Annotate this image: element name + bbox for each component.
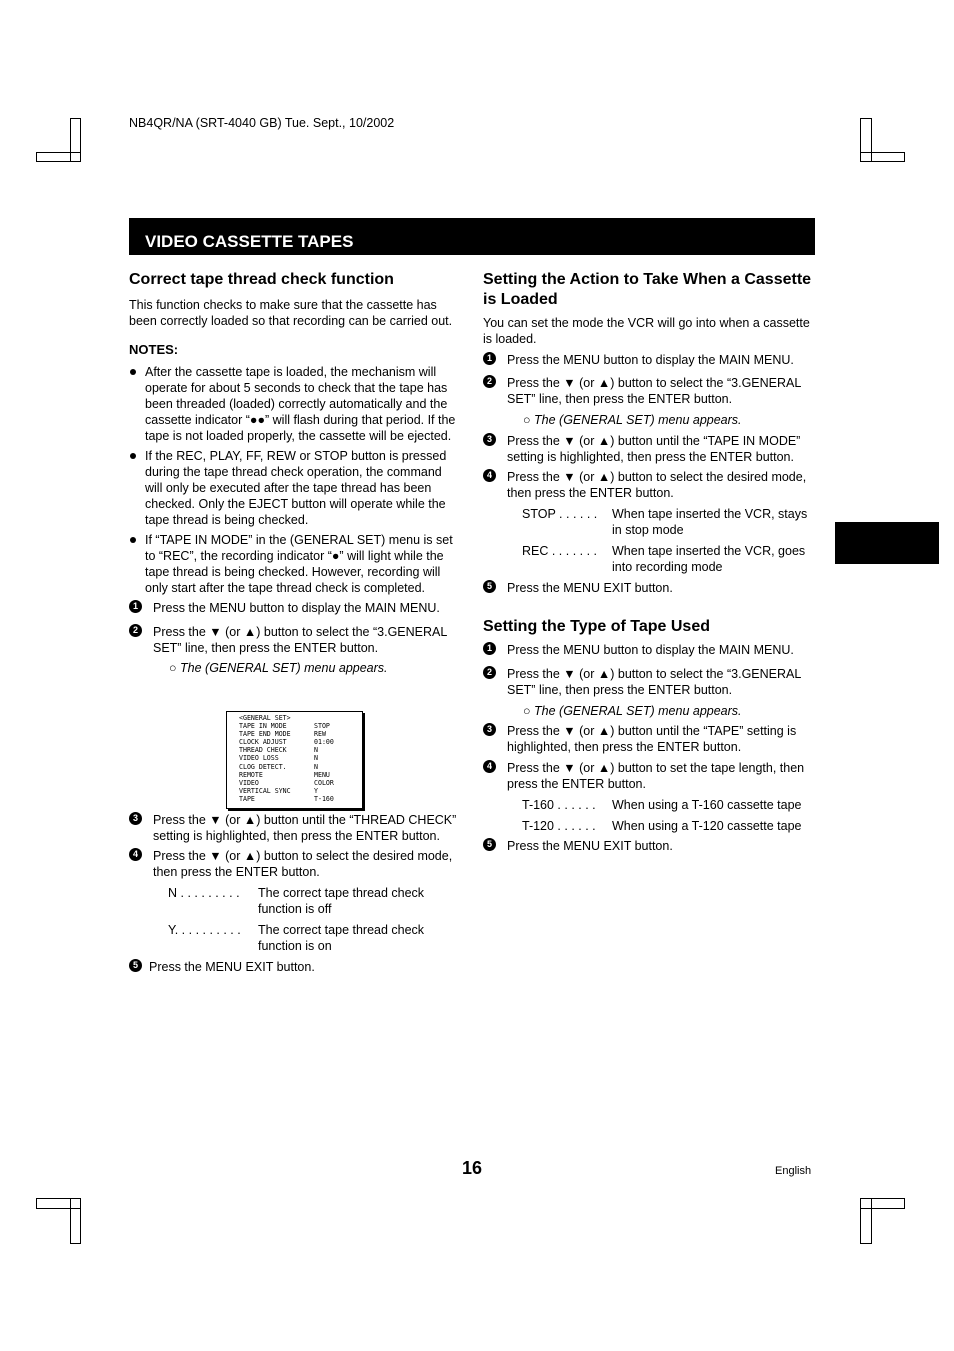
menu-item: VERTICAL SYNC — [239, 786, 291, 795]
left-column — [129, 270, 459, 676]
step-number-icon: 1 — [129, 600, 142, 613]
menu-row — [227, 763, 362, 771]
note-text: If “TAPE IN MODE” in the (GENERAL SET) menu is set to “REC”, the recording indicator “●” will light while the tape thread is being checked. However, recording will only start after the tape thread check is completed. — [145, 533, 453, 595]
step-text: Press the MENU button to display the MAIN MENU. — [507, 643, 794, 657]
option-desc: When tape inserted the VCR, stays in stop mode — [612, 507, 808, 537]
step-number-icon: 4 — [483, 469, 496, 482]
step-text: Press the MENU button to display the MAIN MENU. — [153, 601, 440, 615]
step-sub-note: ○ The (GENERAL SET) menu appears. — [523, 704, 742, 718]
menu-row — [227, 730, 362, 738]
step-number-icon: 2 — [483, 666, 496, 679]
option-row — [483, 506, 813, 538]
option-row — [483, 543, 813, 575]
step-text: Press the MENU EXIT button. — [507, 839, 673, 853]
step-text: Press the MENU EXIT button. — [149, 960, 315, 974]
step-item — [483, 723, 813, 755]
step-number-icon: 4 — [129, 848, 142, 861]
menu-row — [227, 795, 362, 803]
menu-title: <GENERAL SET> — [239, 714, 291, 722]
option-desc: When using a T-160 cassette tape — [612, 798, 802, 812]
menu-value: 01:00 — [314, 738, 334, 747]
menu-value: N — [314, 754, 318, 763]
step-number-icon: 2 — [483, 375, 496, 388]
menu-row — [227, 779, 362, 787]
step-text: Press the ▼ (or ▲) button until the “THREAD CHECK” setting is highlighted, then press the ENTER button. — [153, 813, 457, 843]
note-text: If the REC, PLAY, FF, REW or STOP button is pressed during the tape thread check operation, the command will only be executed after the tape thread has been checked. Only the EJECT button will operate while the tape thread is being checked. — [145, 449, 447, 527]
step-text: Press the ▼ (or ▲) button until the “TAPE IN MODE” setting is highlighted, then press the ENTER button. — [507, 434, 801, 464]
step-text: Press the ▼ (or ▲) button to select the “3.GENERAL SET” line, then press the ENTER button. — [153, 625, 447, 655]
step-item — [483, 666, 813, 698]
note-item — [129, 532, 459, 596]
menu-row — [227, 738, 362, 746]
step-text: Press the MENU EXIT button. — [507, 581, 673, 595]
step-sub-note: ○ The (GENERAL SET) menu appears. — [523, 413, 742, 427]
menu-item: CLOG DETECT. — [239, 762, 287, 771]
chapter-tab — [835, 522, 939, 564]
step-item — [129, 812, 459, 844]
menu-item: TAPE END MODE — [239, 730, 291, 739]
menu-row — [227, 722, 362, 730]
option-key: REC . . . . . . . — [522, 544, 598, 558]
menu-item: VIDEO LOSS — [239, 754, 279, 763]
step-item — [483, 642, 813, 658]
step-item — [483, 375, 813, 407]
option-row — [129, 922, 459, 954]
menu-item: TAPE — [239, 794, 255, 803]
menu-row — [227, 746, 362, 754]
option-row — [483, 818, 813, 834]
option-key: T-120 . . . . . . — [522, 819, 596, 833]
intro-text: You can set the mode the VCR will go into when a cassette is loaded. — [483, 316, 810, 346]
step-number-icon: 3 — [129, 812, 142, 825]
step-number-icon: 3 — [483, 723, 496, 736]
menu-item: VIDEO — [239, 778, 259, 787]
step-item — [129, 959, 459, 975]
menu-row — [227, 754, 362, 762]
option-desc: The correct tape thread check function is on — [258, 923, 425, 953]
intro-text: This function checks to make sure that the cassette has been correctly loaded so that recording can be carried out. — [129, 298, 453, 328]
option-row — [483, 797, 813, 813]
step-item — [483, 433, 813, 465]
menu-value: T-160 — [314, 794, 334, 803]
note-item — [129, 364, 459, 444]
menu-value: MENU — [314, 770, 330, 779]
step-number-icon: 5 — [483, 580, 496, 593]
option-key: STOP . . . . . . — [522, 507, 598, 521]
option-row — [129, 885, 459, 917]
general-set-menu-screen — [226, 711, 363, 809]
step-text: Press the ▼ (or ▲) button to select the “3.GENERAL SET” line, then press the ENTER button. — [507, 376, 801, 406]
page-number: 16 — [462, 1158, 483, 1178]
note-item — [129, 448, 459, 528]
step-text: Press the MENU button to display the MAIN MENU. — [507, 353, 794, 367]
menu-value: REW — [314, 730, 326, 739]
option-key: N . . . . . . . . . — [168, 886, 240, 900]
menu-item: TAPE IN MODE — [239, 722, 287, 731]
step-number-icon: 5 — [483, 838, 496, 851]
menu-row — [227, 771, 362, 779]
step-text: Press the ▼ (or ▲) button to select the desired mode, then press the ENTER button. — [507, 470, 807, 500]
step-item — [483, 838, 813, 854]
step-sub-note: ○ The (GENERAL SET) menu appears. — [169, 661, 388, 675]
menu-value: N — [314, 762, 318, 771]
option-key: T-160 . . . . . . — [522, 798, 596, 812]
menu-value: STOP — [314, 722, 330, 731]
step-item — [483, 760, 813, 792]
step-item — [483, 352, 813, 368]
option-desc: When using a T-120 cassette tape — [612, 819, 802, 833]
bullet-icon — [130, 537, 136, 543]
menu-item: REMOTE — [239, 770, 263, 779]
option-desc: The correct tape thread check function is off — [258, 886, 425, 916]
step-number-icon: 2 — [129, 624, 142, 637]
step-item — [483, 469, 813, 501]
section-title-bar — [129, 218, 815, 255]
notes-label: NOTES: — [129, 342, 179, 357]
menu-row — [227, 787, 362, 795]
step-text: Press the ▼ (or ▲) button until the “TAPE” setting is highlighted, then press the ENTER button. — [507, 724, 797, 754]
heading-thread-check: Correct tape thread check function — [129, 271, 394, 288]
step-text: Press the ▼ (or ▲) button to select the desired mode, then press the ENTER button. — [153, 849, 453, 879]
option-key: Y. . . . . . . . . . — [168, 923, 241, 937]
right-column — [483, 270, 813, 854]
step-item — [129, 848, 459, 880]
menu-value: N — [314, 746, 318, 755]
step-number-icon: 5 — [129, 959, 142, 972]
menu-item: CLOCK ADJUST — [239, 738, 287, 747]
option-desc: When tape inserted the VCR, goes into recording mode — [612, 544, 806, 574]
left-column-lower — [129, 812, 459, 975]
step-number-icon: 1 — [483, 352, 496, 365]
step-item — [129, 624, 459, 656]
bullet-icon — [130, 369, 136, 375]
step-text: Press the ▼ (or ▲) button to set the tape length, then press the ENTER button. — [507, 761, 805, 791]
menu-value: Y — [314, 786, 318, 795]
language-label: English — [775, 1165, 812, 1177]
step-item — [483, 580, 813, 596]
bullet-icon — [130, 453, 136, 459]
heading-cassette-loaded: Setting the Action to Take When a Cassette is Loaded — [483, 271, 812, 308]
heading-tape-type: Setting the Type of Tape Used — [483, 618, 710, 635]
document-header: NB4QR/NA (SRT-4040 GB) Tue. Sept., 10/2002 — [129, 116, 395, 130]
step-number-icon: 3 — [483, 433, 496, 446]
section-title: VIDEO CASSETTE TAPES — [145, 232, 354, 251]
menu-value: COLOR — [314, 778, 334, 787]
note-text: After the cassette tape is loaded, the mechanism will operate for about 5 seconds to check that the tape has been threaded (loaded) correctly automatically and the cassette indicator “●●” will flash during that period. If the tape is not loaded properly, the cassette will be ejected. — [145, 365, 456, 443]
step-number-icon: 4 — [483, 760, 496, 773]
step-item — [129, 600, 459, 616]
step-number-icon: 1 — [483, 642, 496, 655]
step-text: Press the ▼ (or ▲) button to select the “3.GENERAL SET” line, then press the ENTER button. — [507, 667, 801, 697]
menu-item: THREAD CHECK — [239, 746, 287, 755]
